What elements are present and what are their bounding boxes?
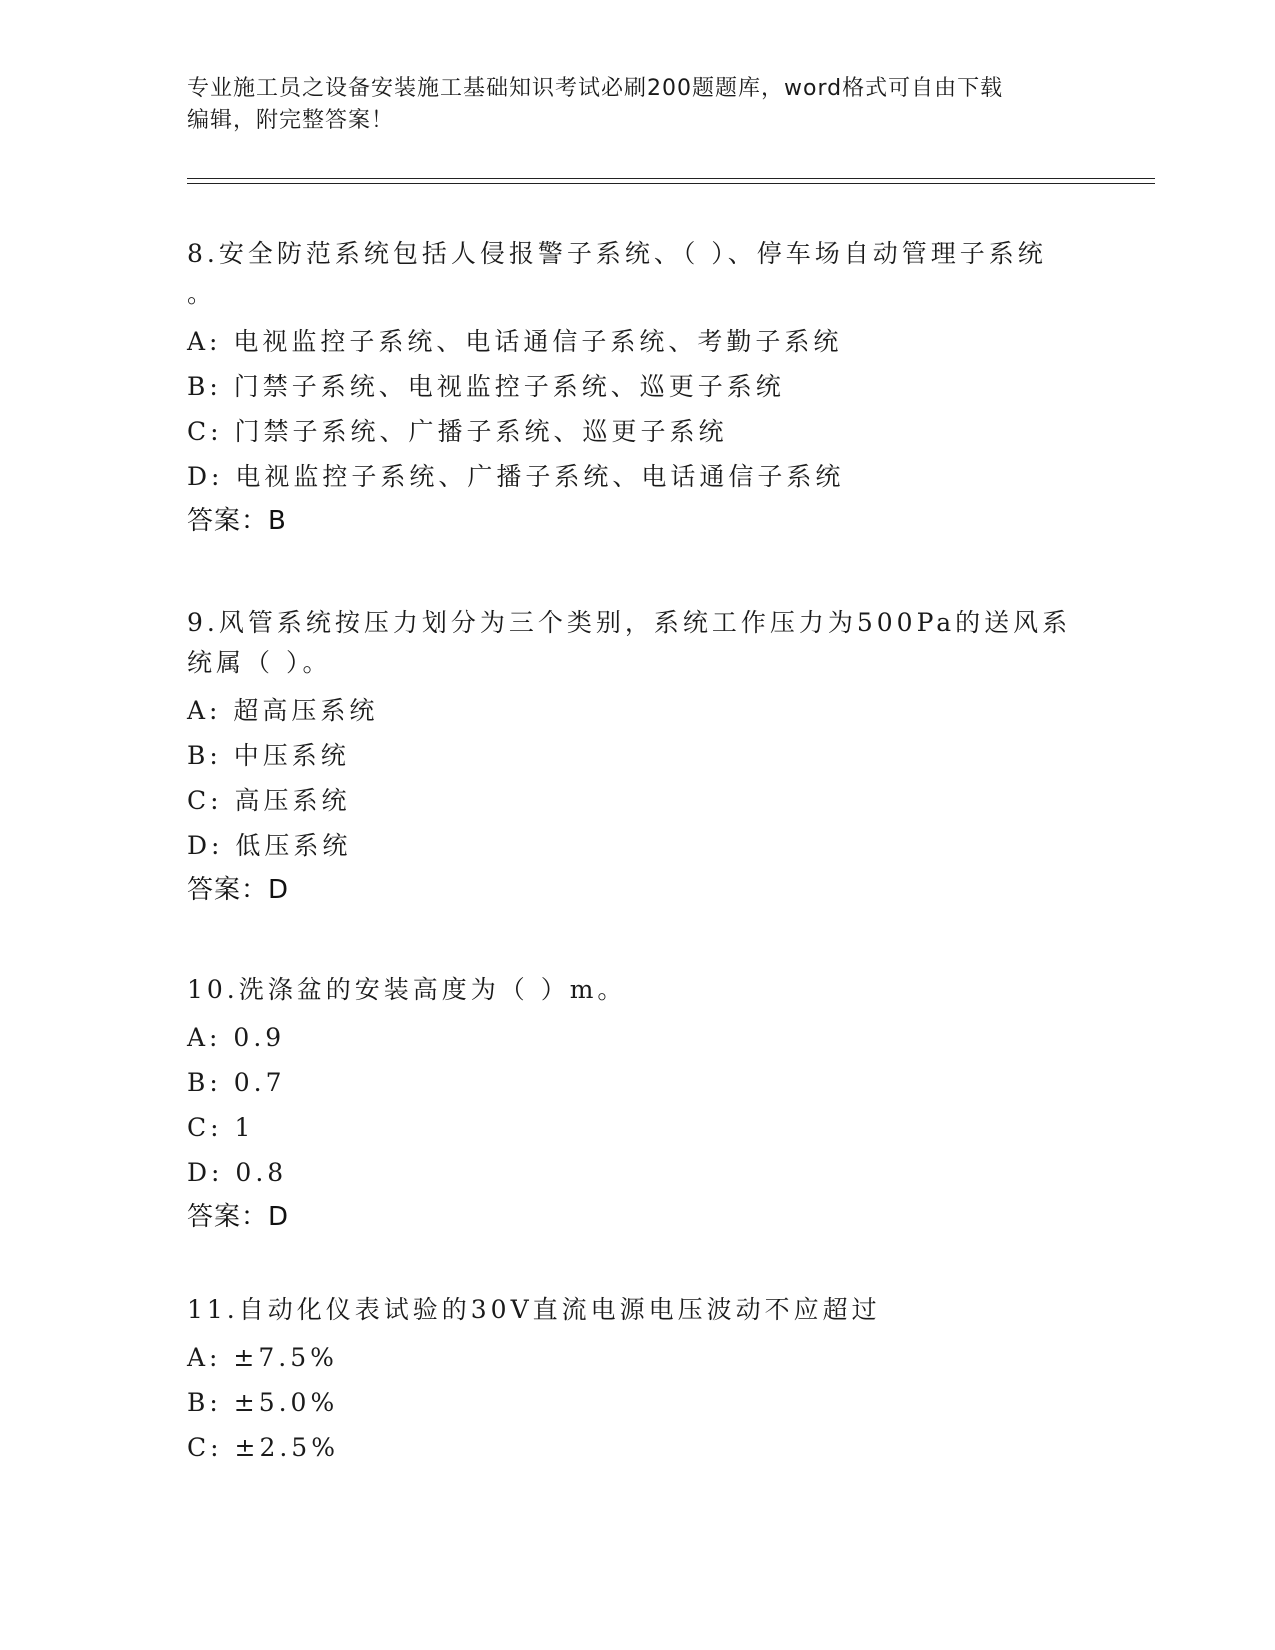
option-a: A: 0.9 [187, 1023, 286, 1052]
option-b: B: 门禁子系统、电视监控子系统、巡更子系统 [187, 372, 785, 401]
question-stem-line-1: 8.安全防范系统包括人侵报警子系统、（ ）、停车场自动管理子系统 [187, 239, 1047, 268]
question-stem [187, 970, 1077, 1010]
option-b: B: ±5.0% [187, 1388, 339, 1417]
question-stem-line-2: 统属（ ）。 [187, 648, 332, 677]
option-a: A: 电视监控子系统、电话通信子系统、考勤子系统 [187, 327, 843, 356]
question-8 [187, 234, 1077, 544]
question-stem-line-1: 9.风管系统按压力划分为三个类别，系统工作压力为500Pa的送风系 [187, 608, 1072, 637]
question-stem-line-1: 11.自动化仪表试验的30V直流电源电压波动不应超过 [187, 1295, 881, 1324]
option-d: D: 电视监控子系统、广播子系统、电话通信子系统 [187, 462, 845, 491]
question-10 [187, 970, 1077, 1240]
option-c: C: 高压系统 [187, 786, 351, 815]
answer-text: 答案：D [187, 875, 290, 905]
option-c: C: 1 [187, 1113, 255, 1142]
option-a: A: 超高压系统 [187, 696, 379, 725]
document-header [187, 73, 1077, 137]
option-d: D: 低压系统 [187, 831, 352, 860]
question-stem [187, 234, 1077, 314]
question-stem [187, 1290, 1077, 1330]
question-11 [187, 1290, 1077, 1470]
option-b: B: 0.7 [187, 1068, 286, 1097]
header-title-line-1: 专业施工员之设备安装施工基础知识考试必刷200题题库，word格式可自由下载 [187, 76, 1004, 101]
option-d: D: 0.8 [187, 1158, 288, 1187]
answer-text: 答案：B [187, 506, 287, 536]
question-stem [187, 603, 1077, 683]
header-divider-bottom [187, 183, 1155, 184]
option-b: B: 中压系统 [187, 741, 350, 770]
question-stem-line-1: 10.洗涤盆的安装高度为（ ）m。 [187, 975, 627, 1004]
question-stem-line-2: 。 [187, 279, 217, 308]
option-c: C: ±2.5% [187, 1433, 339, 1462]
header-title-line-2: 编辑，附完整答案！ [187, 108, 395, 133]
question-9 [187, 603, 1077, 913]
answer-text: 答案：D [187, 1202, 290, 1232]
option-c: C: 门禁子系统、广播子系统、巡更子系统 [187, 417, 728, 446]
option-a: A: ±7.5% [187, 1343, 338, 1372]
header-divider-top [187, 178, 1155, 179]
